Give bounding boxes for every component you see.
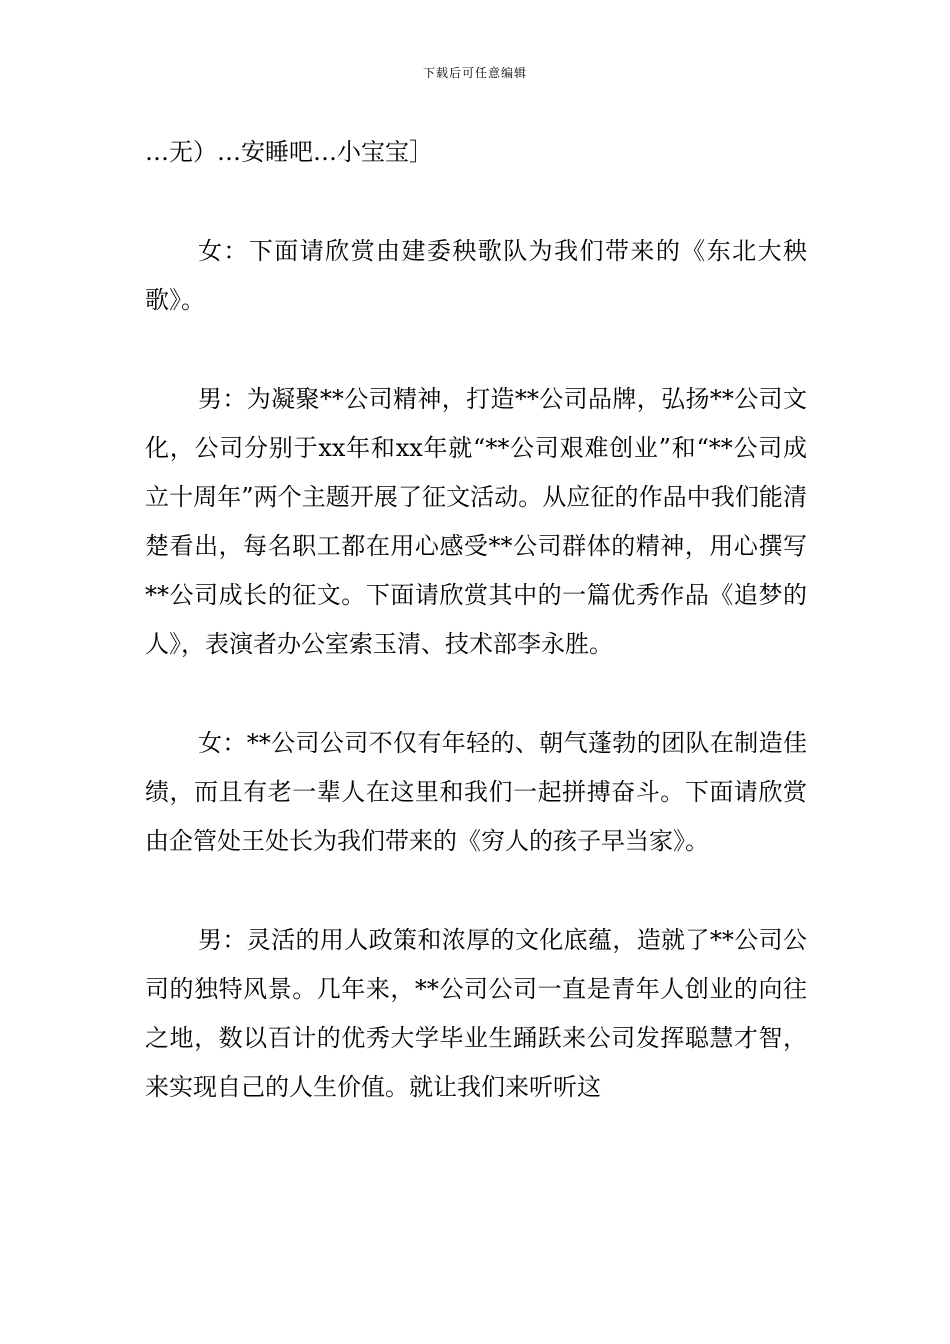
paragraph-continuation: …无）…安睡吧…小宝宝］: [145, 138, 433, 166]
paragraph-female-elder-generation: 女：**公司公司不仅有年轻的、朝气蓬勃的团队在制造佳绩，而且有老一辈人在这里和我们一起拼搏奋斗。下面请欣赏由企管处王处长为我们带来的《穷人的孩子早当家》。: [145, 729, 807, 855]
document-body: [145, 128, 807, 1112]
page-header: 下载后可任意编辑: [422, 66, 527, 80]
paragraph-female-intro-yangge: 女：下面请欣赏由建委秧歌队为我们带来的《东北大秧歌》。: [145, 237, 807, 314]
paragraph-male-essay-activity: 男：为凝聚**公司精神，打造**公司品牌，弘扬**公司文化，公司分别于xx年和xx年就“**公司艰难创业”和“**公司成立十周年”两个主题开展了征文活动。从应征的作品中我们能清楚看出，每名职工都在用心感受**公司群体的精神，用心撰写**公司成长的征文。下面请欣赏其中的一篇优秀作品《追梦的人》，表演者办公室索玉清、技术部李永胜。: [145, 385, 807, 658]
paragraph-male-talent-policy: 男：灵活的用人政策和浓厚的文化底蕴，造就了**公司公司的独特风景。几年来，**公司公司一直是青年人创业的向往之地，数以百计的优秀大学毕业生踊跃来公司发挥聪慧才智，来实现自己的人生价值。就让我们来听听这: [145, 926, 807, 1101]
